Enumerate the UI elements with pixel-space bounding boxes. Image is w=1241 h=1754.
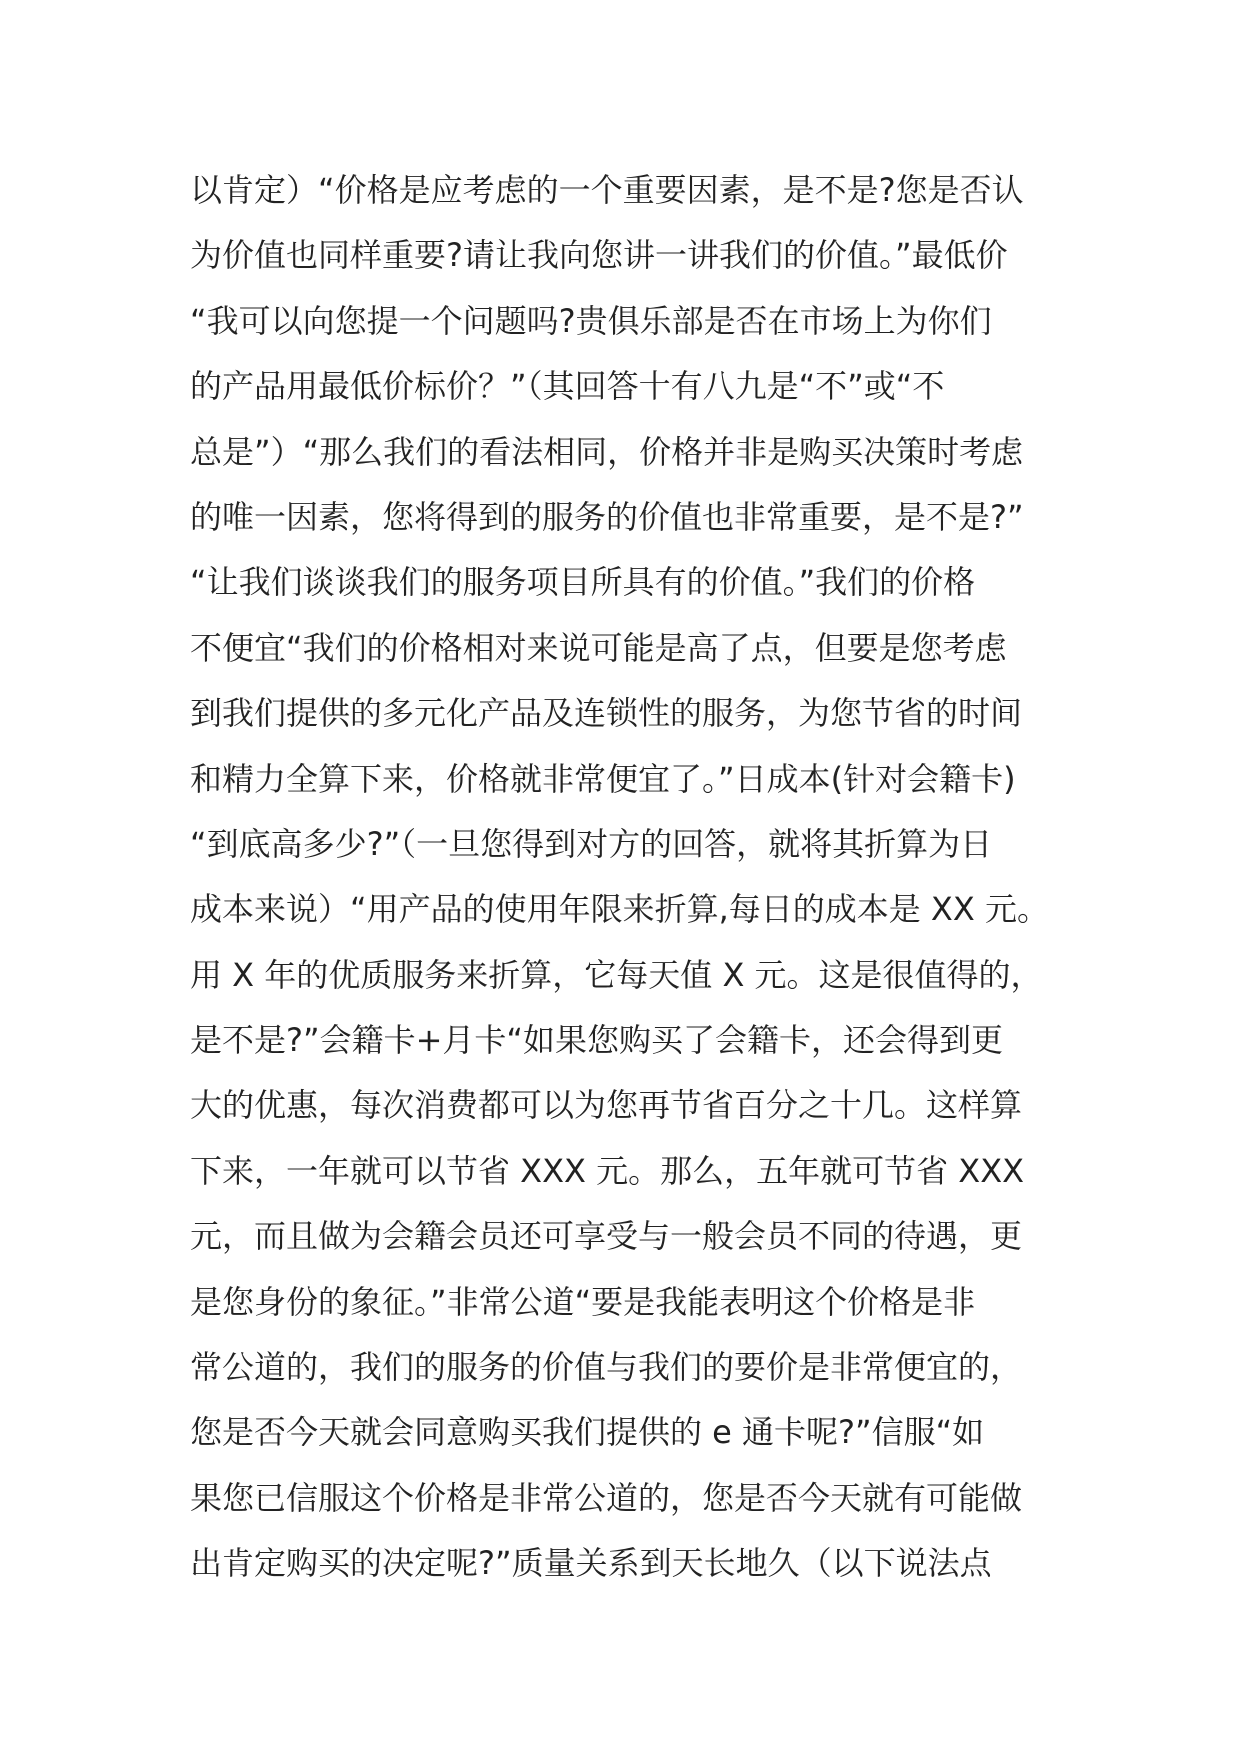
body-text: [190, 158, 1090, 1597]
text-line: 为价值也同样重要?请让我向您讲一讲我们的价值。”最低价: [190, 236, 1008, 275]
text-line: 总是”）“那么我们的看法相同，价格并非是购买决策时考虑: [190, 432, 1024, 471]
text-line: 不便宜“我们的价格相对来说可能是高了点，但要是您考虑: [190, 628, 1007, 667]
text-line: “我可以向您提一个问题吗?贵俱乐部是否在市场上为你们: [190, 301, 992, 340]
text-line: 是不是?”会籍卡+月卡“如果您购买了会籍卡，还会得到更: [190, 1021, 1003, 1060]
text-line: 以肯定）“价格是应考虑的一个重要因素，是不是?您是否认: [190, 171, 1024, 209]
text-line: 是您身份的象征。”非常公道“要是我能表明这个价格是非: [190, 1282, 976, 1321]
text-line: “让我们谈谈我们的服务项目所具有的价值。”我们的价格: [190, 563, 976, 602]
text-line: 常公道的，我们的服务的价值与我们的要价是非常便宜的，: [190, 1348, 1023, 1387]
text-line: 用 X 年的优质服务来折算，它每天值 X 元。这是很值得的，: [190, 955, 1043, 994]
text-line: 您是否今天就会同意购买我们提供的 e 通卡呢?”信服“如: [190, 1413, 985, 1452]
text-line: 成本来说）“用产品的使用年限来折算,每日的成本是 XX 元。: [190, 890, 1049, 929]
text-line: 大的优惠，每次消费都可以为您再节省百分之十几。这样算: [190, 1086, 1023, 1125]
text-line: 的产品用最低价标价？”（其回答十有八九是“不”或“不: [190, 367, 945, 406]
text-line: “到底高多少?”（一旦您得到对方的回答，就将其折算为日: [190, 824, 993, 863]
text-line: 到我们提供的多元化产品及连锁性的服务，为您节省的时间: [190, 694, 1023, 733]
text-line: 果您已信服这个价格是非常公道的，您是否今天就有可能做: [190, 1478, 1023, 1517]
text-line: 和精力全算下来，价格就非常便宜了。”日成本(针对会籍卡): [190, 759, 1016, 798]
text-line: 元，而且做为会籍会员还可享受与一般会员不同的待遇，更: [190, 1217, 1023, 1256]
text-line: 出肯定购买的决定呢?”质量关系到天长地久（以下说法点: [190, 1544, 992, 1583]
text-line: 的唯一因素，您将得到的服务的价值也非常重要，是不是?”: [190, 497, 1024, 536]
text-line: 下来，一年就可以节省 XXX 元。那么，五年就可节省 XXX: [190, 1151, 1025, 1190]
